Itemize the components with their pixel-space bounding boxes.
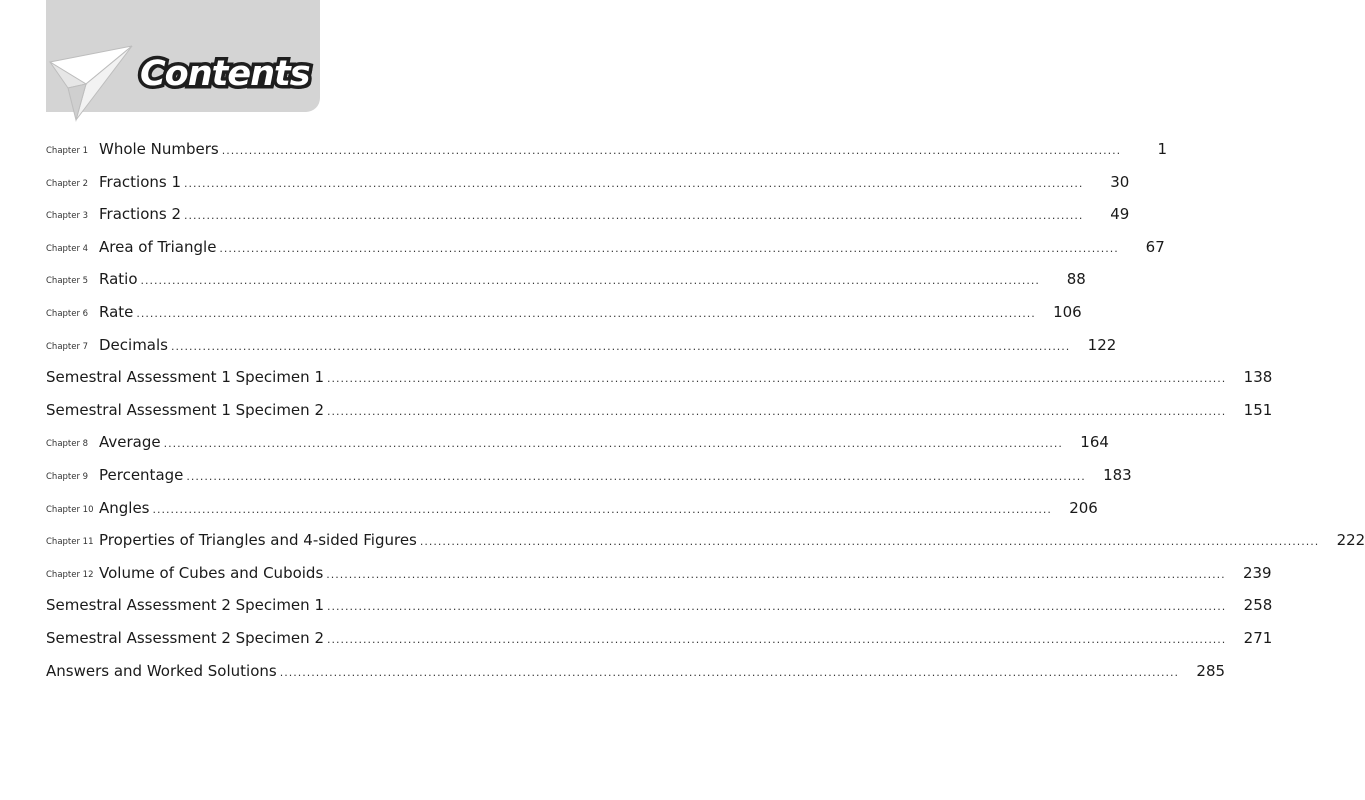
dot-leader: ........................................................................................................................................................................................................	[219, 241, 1119, 255]
entry-title: Semestral Assessment 2 Specimen 2	[46, 629, 324, 647]
entry-title: Properties of Triangles and 4-sided Figures	[99, 531, 417, 550]
page-number: 30	[1110, 172, 1130, 191]
chapter-number: Chapter 7	[46, 341, 89, 352]
page-number: 271	[1243, 629, 1273, 647]
dot-leader: ........................................................................................................................................................................................................	[326, 404, 1227, 418]
toc-entry	[46, 596, 1273, 628]
dot-leader: ........................................................................................................................................................................................................	[326, 600, 1227, 614]
entry-title: Ratio	[99, 270, 138, 289]
toc-entry	[46, 140, 1168, 172]
toc-entry	[46, 335, 1117, 368]
toc-entry	[46, 172, 1130, 205]
page-number: 122	[1087, 335, 1117, 354]
chapter-number: Chapter 9	[46, 472, 89, 482]
entry-title: Answers and Worked Solutions	[46, 661, 277, 680]
chapter-number: Chapter 4	[46, 243, 89, 254]
chapter-number: Chapter 10	[46, 504, 94, 515]
entry-title: Volume of Cubes and Cuboids	[99, 563, 324, 582]
dot-leader: ........................................................................................................................................................................................................	[184, 209, 1084, 223]
dot-leader: ........................................................................................................................................................................................................	[221, 144, 1122, 157]
toc-entry	[46, 237, 1165, 270]
toc-entry	[46, 303, 1082, 335]
dot-leader: ........................................................................................................................................................................................................	[186, 470, 1086, 483]
entry-title: Semestral Assessment 1 Specimen 1	[46, 368, 324, 387]
dot-leader: ........................................................................................................................................................................................................	[326, 633, 1227, 646]
chapter-number: Chapter 3	[46, 211, 89, 222]
entry-title: Semestral Assessment 2 Specimen 1	[46, 596, 324, 615]
entry-title: Decimals	[99, 335, 168, 354]
entry-title: Rate	[99, 303, 134, 321]
page-number: 164	[1080, 433, 1109, 452]
chapter-number: Chapter 11	[46, 537, 94, 548]
page-number: 106	[1053, 303, 1082, 321]
page-number: 138	[1243, 368, 1273, 387]
dot-leader: ........................................................................................................................................................................................................	[140, 274, 1040, 288]
entry-title: Percentage	[99, 466, 184, 484]
toc-entry	[46, 270, 1086, 302]
toc-entry	[46, 368, 1273, 400]
page-number: 239	[1242, 563, 1272, 582]
entry-title: Whole Numbers	[99, 140, 219, 158]
toc-entry	[46, 563, 1272, 596]
entry-title: Semestral Assessment 1 Specimen 2	[46, 400, 324, 419]
dot-leader: ........................................................................................................................................................................................................	[136, 307, 1036, 320]
page-number: 206	[1069, 498, 1098, 517]
page-number: 1	[1157, 140, 1168, 158]
toc-entry	[46, 466, 1132, 498]
dot-leader: ........................................................................................................................................................................................................	[326, 372, 1227, 386]
page-number: 183	[1103, 466, 1132, 484]
toc-entry	[46, 205, 1130, 237]
dot-leader: ........................................................................................................................................................................................................	[279, 665, 1180, 679]
chapter-number: Chapter 12	[46, 569, 94, 580]
dot-leader: ........................................................................................................................................................................................................	[170, 339, 1071, 353]
dot-leader: ........................................................................................................................................................................................................	[184, 176, 1084, 190]
chapter-number: Chapter 2	[46, 178, 89, 189]
chapter-number: Chapter 6	[46, 309, 89, 319]
toc-entry	[46, 433, 1109, 465]
page-number: 88	[1066, 270, 1086, 289]
entry-title: Fractions 2	[99, 205, 182, 224]
chapter-number: Chapter 8	[46, 439, 89, 450]
page-number: 258	[1243, 596, 1273, 615]
page-number: 151	[1243, 400, 1273, 419]
entry-title: Average	[99, 433, 161, 452]
toc-entry	[46, 629, 1273, 661]
dot-leader: ........................................................................................................................................................................................................	[163, 437, 1063, 451]
dot-leader: ........................................................................................................................................................................................................	[326, 567, 1226, 581]
entry-title: Area of Triangle	[99, 237, 217, 256]
toc-entry	[46, 400, 1273, 433]
page-number: 285	[1196, 661, 1226, 680]
page-number: 49	[1110, 205, 1130, 224]
dot-leader: ........................................................................................................................................................................................................	[152, 502, 1052, 516]
page-number: 222	[1336, 531, 1365, 550]
entry-title: Fractions 1	[99, 172, 182, 191]
chapter-number: Chapter 5	[46, 276, 89, 287]
paper-plane-icon	[46, 44, 136, 122]
dot-leader: ........................................................................................................................................................................................................	[419, 535, 1320, 549]
page-title: Contents	[140, 54, 310, 94]
entry-title: Angles	[99, 498, 150, 517]
chapter-number: Chapter 1	[46, 146, 89, 156]
toc-entry	[46, 498, 1098, 531]
toc-entry	[46, 531, 1365, 563]
toc-entry	[46, 661, 1226, 694]
page-number: 67	[1145, 237, 1165, 256]
